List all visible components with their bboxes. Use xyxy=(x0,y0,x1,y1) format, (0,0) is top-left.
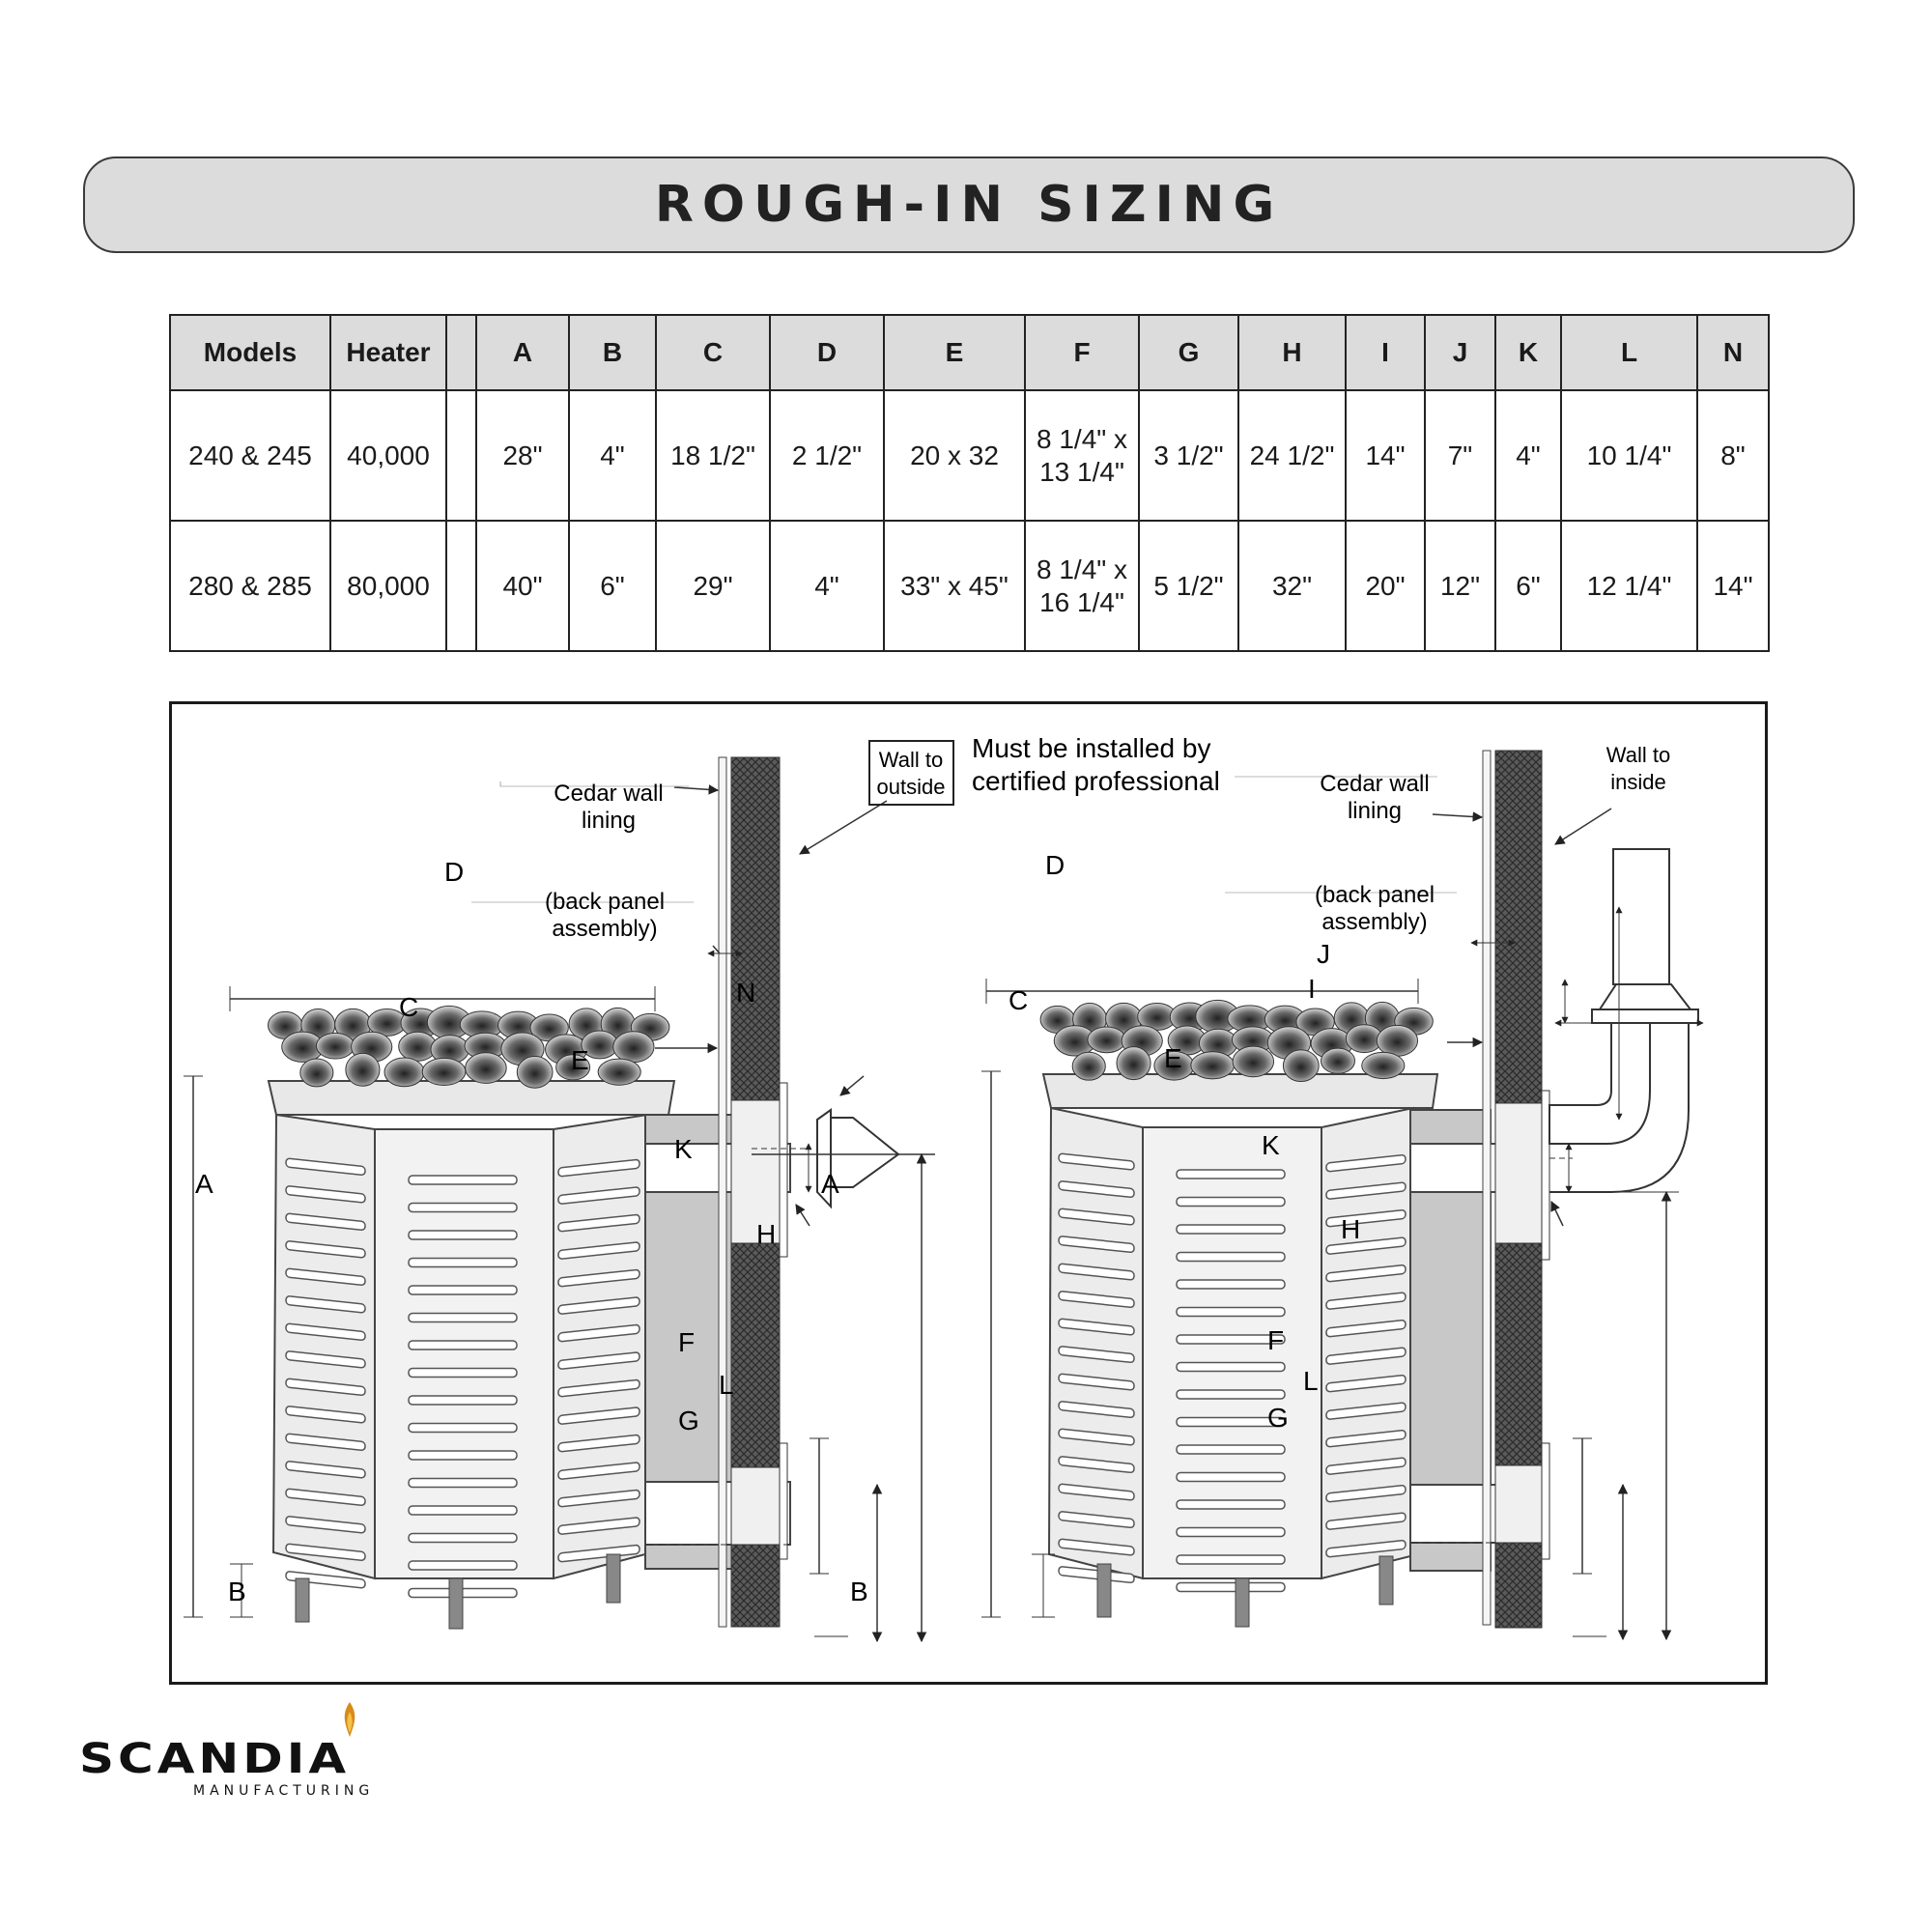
sauna-stone xyxy=(422,1058,466,1085)
dimension-label-b: B xyxy=(228,1577,246,1606)
installation-notice xyxy=(972,733,1220,796)
table-cell: 6" xyxy=(569,521,656,651)
dimension-label-d: D xyxy=(1045,850,1065,880)
louver-slot xyxy=(1177,1225,1285,1234)
scandia-logo xyxy=(79,1700,408,1806)
louver-slot xyxy=(1177,1583,1285,1592)
table-cell: 40,000 xyxy=(330,390,446,521)
sauna-stone xyxy=(517,1057,553,1089)
table-row xyxy=(170,390,1769,521)
sauna-stone xyxy=(1191,1052,1235,1079)
column-header: D xyxy=(770,315,884,390)
table-cell: 4" xyxy=(1495,390,1561,521)
dimension-label-f: F xyxy=(1267,1325,1285,1355)
table-cell: 80,000 xyxy=(330,521,446,651)
louver-slot xyxy=(1177,1500,1285,1509)
table-cell: 8 1/4" x 13 1/4" xyxy=(1025,390,1139,521)
notice-line: certified professional xyxy=(972,766,1220,796)
cedar-label xyxy=(1320,771,1429,824)
dimension-label-j: J xyxy=(1317,939,1330,969)
wall-label-line: inside xyxy=(1610,770,1666,794)
column-header xyxy=(446,315,476,390)
column-header: C xyxy=(656,315,770,390)
table-cell: 20" xyxy=(1346,521,1425,651)
dimension-label-h: H xyxy=(1341,1214,1361,1244)
column-header: H xyxy=(1238,315,1346,390)
dimension-label-e: E xyxy=(571,1045,589,1075)
louver-slot xyxy=(409,1396,517,1405)
sauna-stone xyxy=(1283,1050,1319,1082)
column-header: J xyxy=(1425,315,1495,390)
louver-slot xyxy=(409,1314,517,1322)
elbow-vent xyxy=(1549,849,1698,1192)
dimension-label-a: A xyxy=(821,1169,839,1199)
sauna-stone xyxy=(1088,1027,1125,1053)
sauna-stone xyxy=(1072,1052,1105,1080)
louver-slot xyxy=(409,1231,517,1239)
sauna-stone xyxy=(1117,1047,1151,1080)
cedar-lining xyxy=(1483,751,1491,1625)
notice-line: Must be installed by xyxy=(972,733,1211,763)
louver-slot xyxy=(1177,1528,1285,1537)
wall-section xyxy=(1495,751,1542,1103)
dimension-label-h: H xyxy=(756,1219,777,1249)
table-cell: 14" xyxy=(1346,390,1425,521)
louver-slot xyxy=(409,1424,517,1433)
heater-stones xyxy=(269,1006,669,1088)
dimension-label-c: C xyxy=(399,992,419,1022)
title-banner xyxy=(83,156,1855,253)
table-cell: 40" xyxy=(476,521,569,651)
column-header: K xyxy=(1495,315,1561,390)
wall-label-line: Wall to xyxy=(1605,743,1671,767)
table-cell: 2 1/2" xyxy=(770,390,884,521)
column-header: N xyxy=(1697,315,1769,390)
table-row xyxy=(170,521,1769,651)
heater-stones xyxy=(1040,1000,1433,1081)
louver-slot xyxy=(409,1369,517,1378)
louver-slot xyxy=(1177,1198,1285,1207)
table-body xyxy=(170,390,1769,651)
table-cell: 18 1/2" xyxy=(656,390,770,521)
louver-slot xyxy=(409,1341,517,1350)
wall-box-line: Wall to xyxy=(878,748,944,772)
sauna-stone xyxy=(316,1033,354,1059)
wall-section xyxy=(731,757,780,1100)
louver-slot xyxy=(409,1534,517,1543)
table-cell xyxy=(446,390,476,521)
table-cell: 12" xyxy=(1425,521,1495,651)
installation-diagram xyxy=(169,701,1768,1685)
sauna-stone xyxy=(1362,1052,1405,1078)
logo-wordmark: SCANDIA xyxy=(79,1735,351,1783)
cedar-label xyxy=(554,781,663,834)
louver-slot xyxy=(409,1204,517,1212)
sauna-stone xyxy=(384,1058,424,1087)
sauna-stone xyxy=(613,1032,654,1063)
sauna-stone xyxy=(1377,1025,1417,1056)
cedar-label-line: Cedar wall xyxy=(554,781,664,807)
louver-slot xyxy=(1177,1445,1285,1454)
cedar-label-line: lining xyxy=(581,808,637,834)
wall-to-outside-label xyxy=(877,748,946,799)
louver-slot xyxy=(409,1259,517,1267)
table-cell: 28" xyxy=(476,390,569,521)
table-cell: 8 1/4" x 16 1/4" xyxy=(1025,521,1139,651)
louver-slot xyxy=(409,1479,517,1488)
dimension-label-f: F xyxy=(678,1327,696,1357)
louver-slot xyxy=(1177,1253,1285,1262)
table-cell: 7" xyxy=(1425,390,1495,521)
louver-slot xyxy=(1177,1280,1285,1289)
page-title: ROUGH-IN SIZING xyxy=(654,176,1284,234)
right-assembly xyxy=(981,743,1703,1639)
louver-slot xyxy=(1177,1308,1285,1317)
louver-slot xyxy=(1177,1473,1285,1482)
table-cell: 6" xyxy=(1495,521,1561,651)
rough-in-table xyxy=(169,314,1770,652)
dimension-label-a: A xyxy=(195,1169,213,1199)
column-header: E xyxy=(884,315,1025,390)
table-cell: 8" xyxy=(1697,390,1769,521)
dimension-label-l: L xyxy=(1303,1366,1319,1396)
louver-slot xyxy=(1177,1363,1285,1372)
table-cell: 3 1/2" xyxy=(1139,390,1238,521)
vent-cap xyxy=(831,1118,898,1187)
dimension-label-c: C xyxy=(1009,985,1029,1015)
dimension-label-g: G xyxy=(1267,1403,1289,1433)
table-cell: 280 & 285 xyxy=(170,521,330,651)
dimension-label-d: D xyxy=(444,857,465,887)
dimension-label-g: G xyxy=(678,1406,699,1435)
flame-icon xyxy=(338,1700,361,1739)
cedar-lining xyxy=(719,757,726,1627)
sauna-stone xyxy=(1233,1046,1273,1077)
dimension-label-l: L xyxy=(719,1370,734,1400)
column-header: Models xyxy=(170,315,330,390)
dimension-label-n: N xyxy=(736,978,756,1008)
louver-slot xyxy=(409,1451,517,1460)
louver-slot xyxy=(409,1506,517,1515)
cedar-label-line: lining xyxy=(1347,798,1403,824)
column-header: Heater xyxy=(330,315,446,390)
table-cell: 10 1/4" xyxy=(1561,390,1697,521)
sauna-stone xyxy=(598,1059,640,1085)
louver-slot xyxy=(409,1176,517,1184)
louver-slot xyxy=(409,1561,517,1570)
table-cell: 4" xyxy=(770,521,884,651)
back-panel-note-line: (back panel xyxy=(1314,882,1435,908)
table-cell: 240 & 245 xyxy=(170,390,330,521)
table-cell: 4" xyxy=(569,390,656,521)
column-header: A xyxy=(476,315,569,390)
table-cell: 33" x 45" xyxy=(884,521,1025,651)
back-panel-note xyxy=(545,889,665,942)
heater-right xyxy=(1040,1000,1437,1627)
dimension-label-e: E xyxy=(1164,1043,1182,1073)
wall-to-inside-label xyxy=(1606,743,1670,794)
table-cell: 32" xyxy=(1238,521,1346,651)
table-cell: 29" xyxy=(656,521,770,651)
louver-slot xyxy=(1177,1555,1285,1564)
column-header: F xyxy=(1025,315,1139,390)
dimension-label-b: B xyxy=(850,1577,868,1606)
louver-slot xyxy=(409,1286,517,1294)
sauna-stone xyxy=(1321,1048,1355,1073)
back-panel-note-line: assembly) xyxy=(552,916,658,942)
table-header-row xyxy=(170,315,1769,390)
back-panel-note-line: (back panel xyxy=(544,889,666,915)
cedar-label-line: Cedar wall xyxy=(1320,771,1430,797)
sauna-stone xyxy=(300,1059,333,1087)
dimension-label-i: I xyxy=(1308,974,1316,1004)
sauna-stone xyxy=(346,1053,380,1086)
table-cell: 20 x 32 xyxy=(884,390,1025,521)
table-cell: 12 1/4" xyxy=(1561,521,1697,651)
louver-slot xyxy=(1177,1390,1285,1399)
louver-slot xyxy=(1177,1170,1285,1179)
dimension-label-k: K xyxy=(674,1134,693,1164)
column-header: I xyxy=(1346,315,1425,390)
table-cell xyxy=(446,521,476,651)
table-cell: 24 1/2" xyxy=(1238,390,1346,521)
table-cell: 14" xyxy=(1697,521,1769,651)
column-header: G xyxy=(1139,315,1238,390)
wall-box-line: outside xyxy=(876,775,946,799)
column-header: B xyxy=(569,315,656,390)
back-panel-note-line: assembly) xyxy=(1321,909,1428,935)
table-cell: 5 1/2" xyxy=(1139,521,1238,651)
column-header: L xyxy=(1561,315,1697,390)
back-panel-note xyxy=(1315,882,1435,935)
dimension-label-k: K xyxy=(1262,1130,1280,1160)
logo-subtitle: MANUFACTURING xyxy=(193,1783,375,1799)
heater-left xyxy=(269,1006,674,1629)
sauna-stone xyxy=(466,1053,506,1084)
